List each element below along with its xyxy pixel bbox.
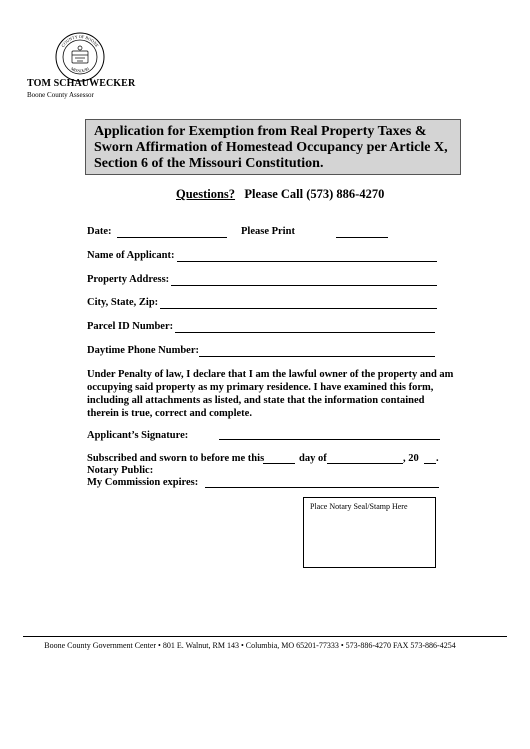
- notary-public-label: Notary Public:: [87, 465, 154, 476]
- seal-text-top: COUNTY OF BOONE: [60, 33, 100, 48]
- notary-seal-box-label: Place Notary Seal/Stamp Here: [310, 502, 408, 511]
- parcel-id-field[interactable]: [175, 332, 435, 333]
- signature-field[interactable]: [219, 439, 440, 440]
- commission-expires-label: My Commission expires:: [87, 477, 199, 488]
- please-print-field[interactable]: [336, 237, 388, 238]
- declaration-text: Under Penalty of law, I declare that I am the lawful owner of the property and am occupying said property as my primary residence. I have examined this form, including all attachments as listed, and state that the information contained therein is true, correct and complete.: [87, 369, 454, 419]
- signature-label: Applicant’s Signature:: [87, 430, 189, 441]
- questions-label: Questions?: [176, 187, 236, 201]
- footer-divider: [23, 636, 507, 637]
- please-print-label: Please Print: [241, 226, 295, 237]
- property-address-label: Property Address:: [87, 274, 170, 285]
- questions-line: [176, 187, 384, 202]
- city-state-zip-label: City, State, Zip:: [87, 297, 159, 308]
- commission-expires-field[interactable]: [205, 487, 439, 488]
- daytime-phone-label: Daytime Phone Number:: [87, 345, 199, 356]
- day-of-label: day of: [299, 453, 327, 464]
- assessor-title: Boone County Assessor: [27, 91, 94, 99]
- applicant-name-field[interactable]: [177, 261, 437, 262]
- sworn-day-field[interactable]: [263, 463, 295, 464]
- property-address-field[interactable]: [171, 285, 437, 286]
- seal-text-bottom: MISSOURI: [69, 65, 91, 74]
- footer-address: Boone County Government Center • 801 E. Walnut, RM 143 • Columbia, MO 65201-77333 • 573-886-4270 FAX 573-886-4254: [44, 641, 456, 650]
- date-label: Date:: [87, 226, 112, 237]
- parcel-id-label: Parcel ID Number:: [87, 321, 174, 332]
- sworn-year-field[interactable]: [424, 463, 436, 464]
- questions-phone: Please Call (573) 886-4270: [244, 187, 385, 201]
- subscribed-label: Subscribed and sworn to before me this: [87, 453, 265, 464]
- sworn-period: .: [436, 453, 439, 464]
- county-seal-logo: [55, 32, 105, 82]
- form-title-box: [85, 119, 461, 175]
- notary-seal-box[interactable]: [303, 497, 436, 568]
- daytime-phone-field[interactable]: [199, 356, 435, 357]
- date-field[interactable]: [117, 237, 227, 238]
- sworn-month-field[interactable]: [327, 463, 403, 464]
- assessor-name: TOM SCHAUWECKER: [27, 78, 136, 89]
- seal-emblem-icon: [72, 46, 88, 63]
- year-prefix-label: , 20: [403, 453, 419, 464]
- city-state-zip-field[interactable]: [160, 308, 437, 309]
- applicant-name-label: Name of Applicant:: [87, 250, 175, 261]
- form-title: Application for Exemption from Real Property Taxes & Sworn Affirmation of Homestead Occupancy per Article X, Section 6 of the Missouri Constitution.: [94, 124, 448, 171]
